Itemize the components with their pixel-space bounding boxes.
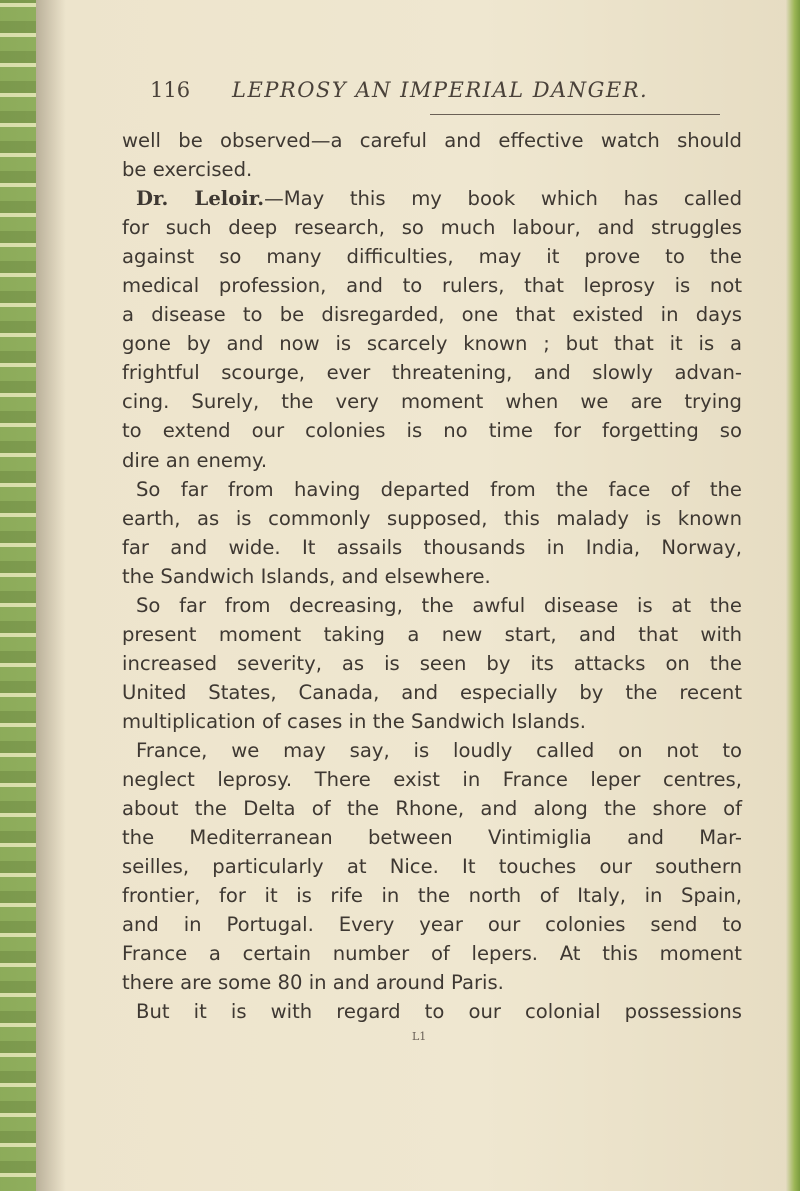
speaker-name: Dr. Leloir. bbox=[136, 187, 265, 211]
text-line: United States, Canada, and especially by the recent bbox=[122, 680, 742, 704]
text-line: frightful scourge, ever threatening, and slowly advan- bbox=[122, 361, 742, 385]
text-line: gone by and now is scarcely known ; but that it is a bbox=[122, 332, 742, 356]
text-line-rest: —May this my book which has called bbox=[264, 187, 743, 211]
text-line: cing. Surely, the very moment when we are trying bbox=[122, 390, 742, 414]
text-line: for such deep research, so much labour, and struggles bbox=[122, 216, 742, 240]
text-line: to extend our colonies is no time for forgetting so bbox=[122, 419, 742, 443]
text-line: multiplication of cases in the Sandwich Islands. bbox=[122, 709, 586, 733]
text-line: far and wide. It assails thousands in India, Norway, bbox=[122, 535, 742, 559]
text-line: So far from decreasing, the awful disease is at the bbox=[136, 593, 742, 617]
text-line: frontier, for it is rife in the north of Italy, in Spain, bbox=[122, 884, 742, 908]
text-line: medical profession, and to rulers, that leprosy is not bbox=[122, 274, 742, 298]
text-line: dire an enemy. bbox=[122, 448, 268, 472]
text-line: well be observed—a careful and effective watch should bbox=[122, 129, 742, 152]
text-line: increased severity, as is seen by its attacks on the bbox=[122, 651, 742, 675]
page-number: 116 bbox=[150, 78, 191, 102]
running-title: LEPROSY AN IMPERIAL DANGER. bbox=[232, 78, 649, 102]
text-line: France a certain number of lepers. At this moment bbox=[122, 942, 742, 966]
page-edge bbox=[786, 0, 800, 1191]
text-line: the Mediterranean between Vintimiglia and Mar- bbox=[122, 826, 742, 850]
text-line: about the Delta of the Rhone, and along the shore of bbox=[122, 797, 742, 821]
text-line: be exercised. bbox=[122, 158, 253, 182]
text-line: against so many difficulties, may it prove to the bbox=[122, 245, 742, 269]
gutter-shadow bbox=[36, 0, 66, 1191]
text-line: earth, as is commonly supposed, this malady is known bbox=[122, 506, 742, 530]
binding-spine bbox=[0, 0, 36, 1191]
text-line: France, we may say, is loudly called on not to bbox=[136, 738, 742, 762]
text-line: there are some 80 in and around Paris. bbox=[122, 971, 504, 995]
text-line: the Sandwich Islands, and elsewhere. bbox=[122, 564, 491, 588]
text-line: seilles, particularly at Nice. It touches our southern bbox=[122, 855, 742, 879]
text-line: and in Portugal. Every year our colonies send to bbox=[122, 913, 742, 937]
text-line: So far from having departed from the face of the bbox=[136, 477, 742, 501]
text-line bbox=[122, 184, 742, 213]
running-header bbox=[150, 78, 750, 112]
text-line: a disease to be disregarded, one that existed in days bbox=[122, 303, 742, 327]
signature-mark: L1 bbox=[412, 1030, 427, 1043]
text-line: neglect leprosy. There exist in France leper centres, bbox=[122, 768, 742, 792]
header-rule bbox=[430, 114, 720, 115]
body-text bbox=[122, 126, 742, 1026]
text-line: present moment taking a new start, and that with bbox=[122, 622, 742, 646]
text-line: But it is with regard to our colonial possessions bbox=[136, 1000, 742, 1024]
